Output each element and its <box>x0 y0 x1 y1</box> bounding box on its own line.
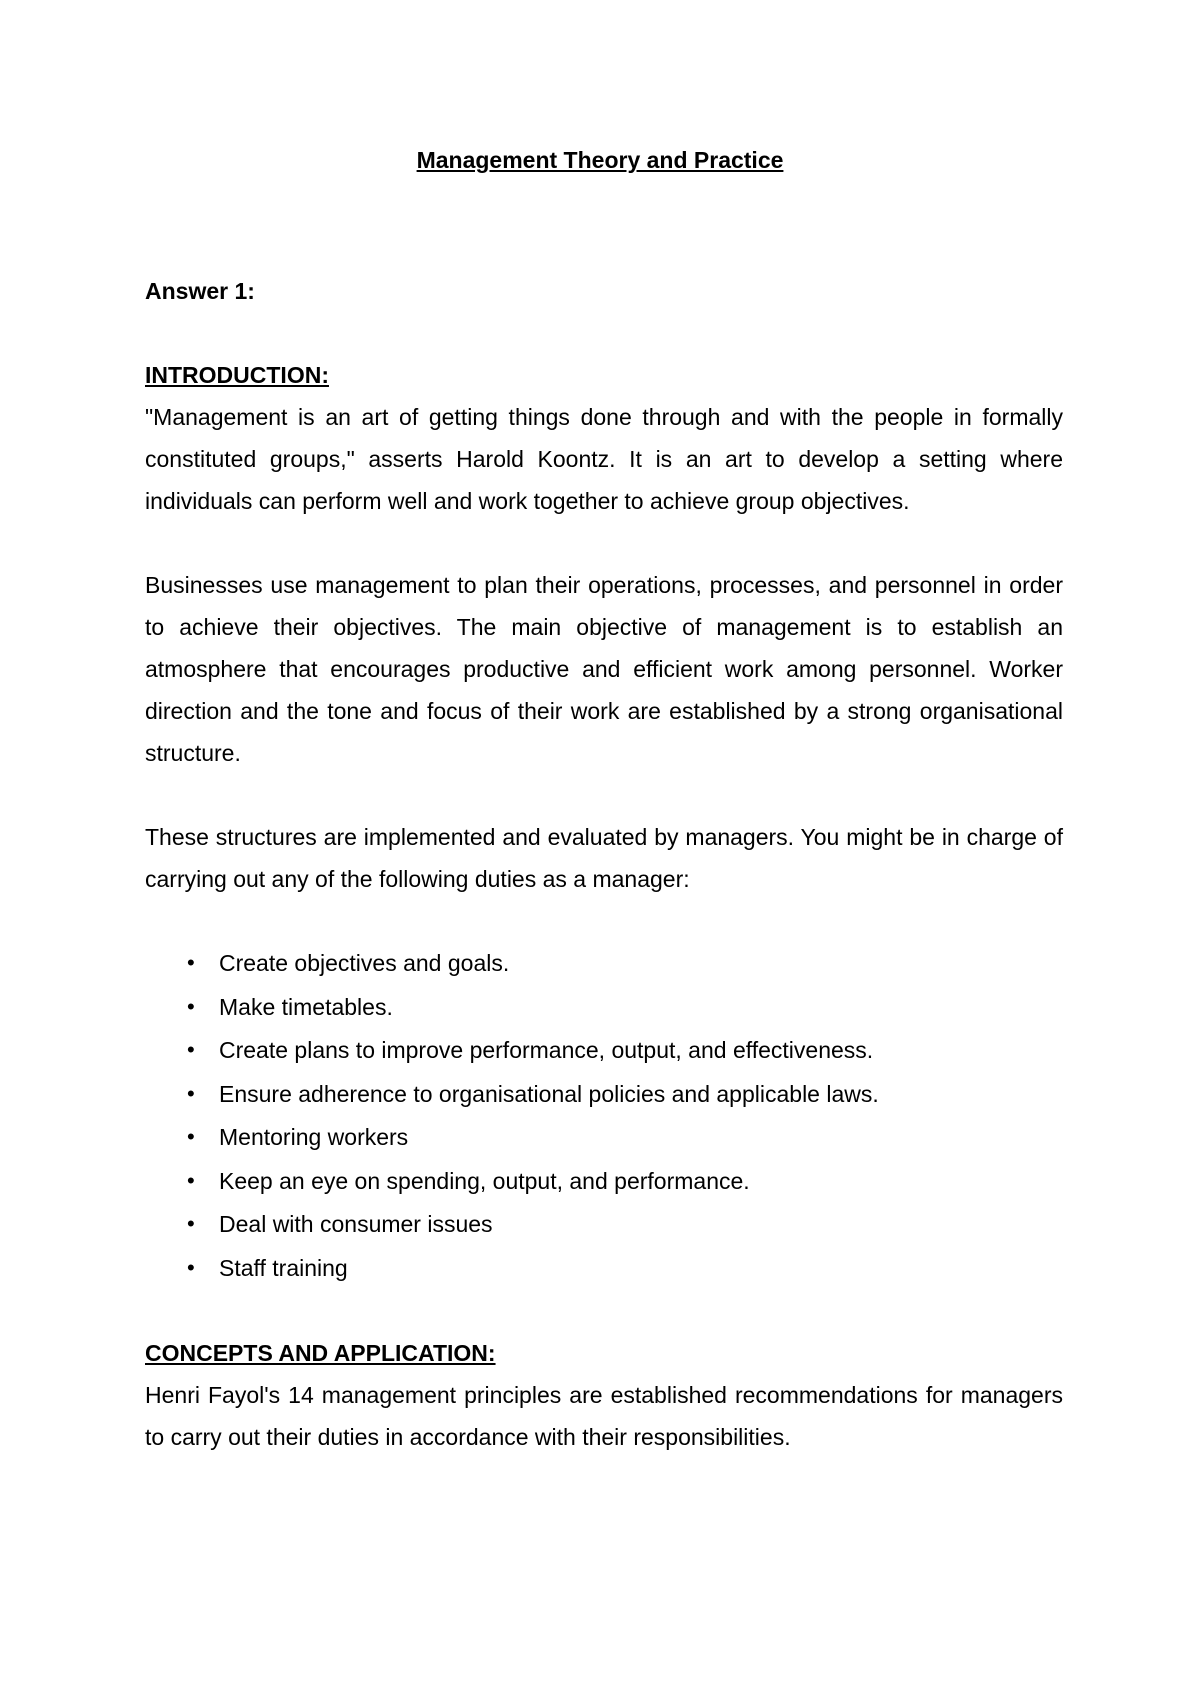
list-item <box>145 1203 1063 1247</box>
introduction-paragraph-3: These structures are implemented and evaluated by managers. You might be in charge of carrying out any of the following duties as a manager: <box>145 824 1063 892</box>
list-item-text: Keep an eye on spending, output, and performance. <box>219 1167 750 1194</box>
list-item <box>145 1116 1063 1160</box>
list-item <box>145 1247 1063 1291</box>
list-item <box>145 1029 1063 1073</box>
bullet-icon: • <box>187 1211 195 1236</box>
bullet-icon: • <box>187 950 195 975</box>
document-body <box>145 270 1063 1458</box>
introduction-paragraph-2: Businesses use management to plan their operations, processes, and personnel in order to achieve their objectives. The main objective of management is to establish an atmosphere that encourages productive and efficient work among personnel. Worker direction and the tone and focus of their work are established by a strong organisational structure. <box>145 572 1063 766</box>
duties-list <box>145 942 1063 1290</box>
list-item-text: Make timetables. <box>219 993 393 1020</box>
bullet-icon: • <box>187 1124 195 1149</box>
list-item <box>145 1160 1063 1204</box>
list-item <box>145 986 1063 1030</box>
answer-label: Answer 1: <box>145 278 255 304</box>
bullet-icon: • <box>187 1080 195 1106</box>
list-item-text: Create objectives and goals. <box>219 950 510 976</box>
list-item <box>145 1073 1063 1117</box>
introduction-paragraph-1: "Management is an art of getting things done through and with the people in formally constituted groups," asserts Harold Koontz. It is an art to develop a setting where individuals can perform well and work together to achieve group objectives. <box>145 404 1063 514</box>
list-item-text: Mentoring workers <box>219 1124 409 1150</box>
bullet-icon: • <box>187 1254 195 1280</box>
list-item-text: Create plans to improve performance, output, and effectiveness. <box>219 1037 874 1063</box>
concepts-paragraph: Henri Fayol's 14 management principles are established recommendations for managers to carry out their duties in accordance with their responsibilities. <box>145 1382 1063 1450</box>
list-item-text: Deal with consumer issues <box>219 1211 493 1237</box>
bullet-icon: • <box>187 1037 195 1062</box>
concepts-heading: CONCEPTS AND APPLICATION: <box>145 1340 496 1366</box>
document-title: Management Theory and Practice <box>416 147 784 173</box>
list-item-text: Staff training <box>219 1254 348 1281</box>
list-item <box>145 942 1063 986</box>
bullet-icon: • <box>187 993 195 1019</box>
introduction-heading: INTRODUCTION: <box>145 362 329 388</box>
bullet-icon: • <box>187 1167 195 1193</box>
list-item-text: Ensure adherence to organisational policies and applicable laws. <box>219 1080 879 1107</box>
